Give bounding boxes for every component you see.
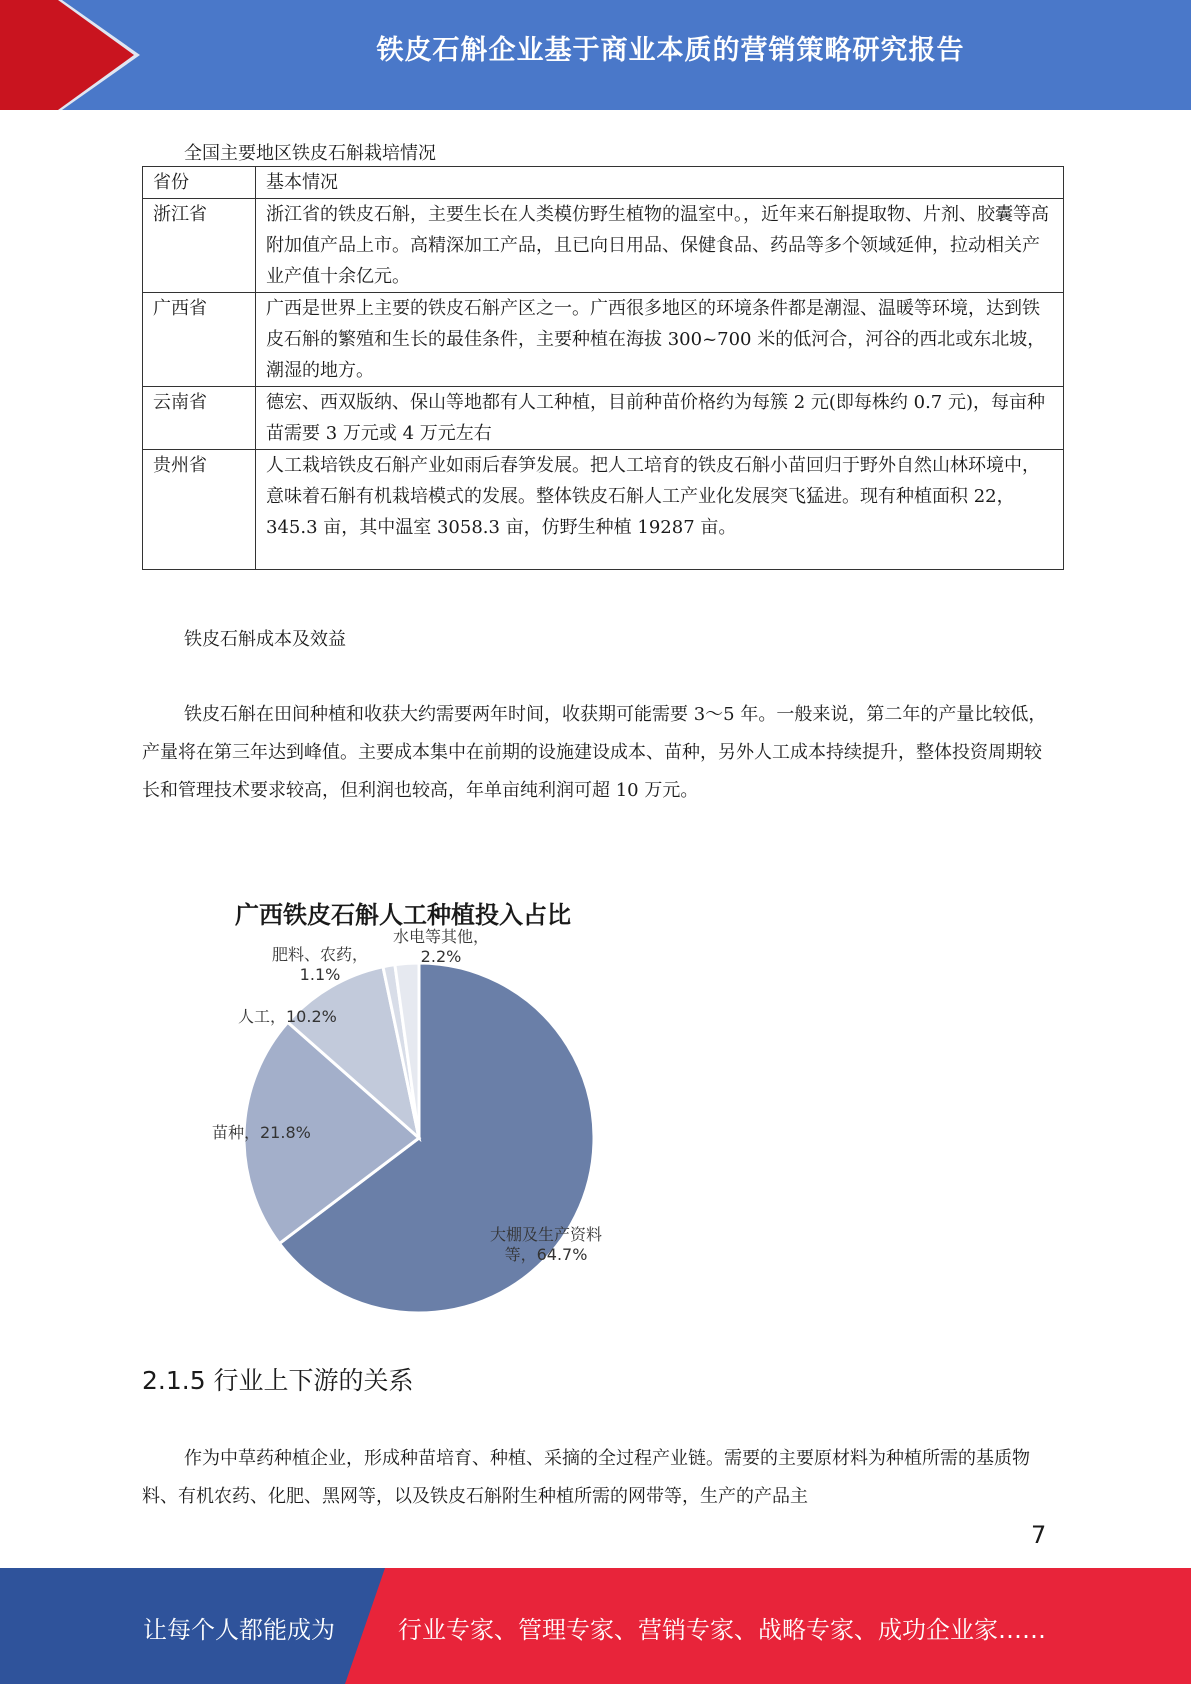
slice-label-fertilizer: 肥料、农药， 1.1% (272, 945, 369, 984)
column-header-desc: 基本情况 (256, 167, 1064, 199)
page-number: 7 (1031, 1521, 1047, 1549)
desc-cell: 浙江省的铁皮石斛，主要生长在人类模仿野生植物的温室中。，近年来石斛提取物、片剂、胶囊等高附加值产品上市。高精深加工产品，且已向日用品、保健食品、药品等多个领域延伸，拉动相关产业产值十余亿元。 (256, 199, 1064, 293)
page-header (0, 0, 1191, 110)
slice-label-utilities: 水电等其他， 2.2% (393, 927, 490, 966)
chart-title: 广西铁皮石斛人工种植投入占比 (235, 900, 571, 929)
section-heading: 2.1.5 行业上下游的关系 (142, 1366, 414, 1395)
province-cell: 贵州省 (143, 450, 256, 570)
desc-cell: 人工栽培铁皮石斛产业如雨后春笋发展。把人工培育的铁皮石斛小苗回归于野外自然山林环境中，意味着石斛有机栽培模式的发展。整体铁皮石斛人工产业化发展突飞猛进。现有种植面积 22，345.3 亩，其中温室 3058.3 亩，仿野生种植 19287 亩。 (256, 450, 1064, 570)
table-row (143, 387, 1064, 450)
table-row (143, 293, 1064, 387)
cost-subtitle: 铁皮石斛成本及效益 (184, 629, 346, 650)
header-arrow-decoration (0, 0, 150, 110)
pie-chart (200, 885, 650, 1315)
cost-paragraph: 铁皮石斛在田间种植和收获大约需要两年时间，收获期可能需要 3～5 年。一般来说，第二年的产量比较低，产量将在第三年达到峰值。主要成本集中在前期的设施建设成本、苗种，另外人工成本持续提升，整体投资周期较长和管理技术要求较高，但利润也较高，年单亩纯利润可超 10 万元。 (142, 704, 1047, 801)
slice-label-facilities: 大棚及生产资料 等，64.7% (490, 1225, 603, 1264)
footer-roles: 行业专家、管理专家、营销专家、战略专家、成功企业家…… (398, 1616, 1046, 1644)
slice-label-seedlings: 苗种，21.8% (212, 1123, 311, 1142)
province-cell: 广西省 (143, 293, 256, 387)
desc-cell: 德宏、西双版纳、保山等地都有人工种植，目前种苗价格约为每簇 2 元(即每株约 0.7 元)，每亩种苗需要 3 万元或 4 万元左右 (256, 387, 1064, 450)
table-row (143, 199, 1064, 293)
page-footer (0, 1568, 1191, 1684)
table-caption: 全国主要地区铁皮石斛栽培情况 (184, 143, 436, 164)
column-header-province: 省份 (143, 167, 256, 199)
report-title: 铁皮石斛企业基于商业本质的营销策略研究报告 (376, 35, 965, 66)
footer-slogan: 让每个人都能成为 (143, 1616, 335, 1644)
region-table (142, 166, 1064, 570)
section-paragraph: 作为中草药种植企业，形成种苗培育、种植、采摘的全过程产业链。需要的主要原材料为种植所需的基质物料、有机农药、化肥、黑网等，以及铁皮石斛附生种植所需的网带等，生产的产品主 (142, 1448, 1030, 1507)
table-row (143, 450, 1064, 570)
table-header-row (143, 167, 1064, 199)
slice-label-labor: 人工，10.2% (238, 1007, 337, 1026)
desc-cell: 广西是世界上主要的铁皮石斛产区之一。广西很多地区的环境条件都是潮湿、温暖等环境，达到铁皮石斛的繁殖和生长的最佳条件，主要种植在海拔 300~700 米的低河合，河谷的西北或东北坡，潮湿的地方。 (256, 293, 1064, 387)
province-cell: 浙江省 (143, 199, 256, 293)
province-cell: 云南省 (143, 387, 256, 450)
